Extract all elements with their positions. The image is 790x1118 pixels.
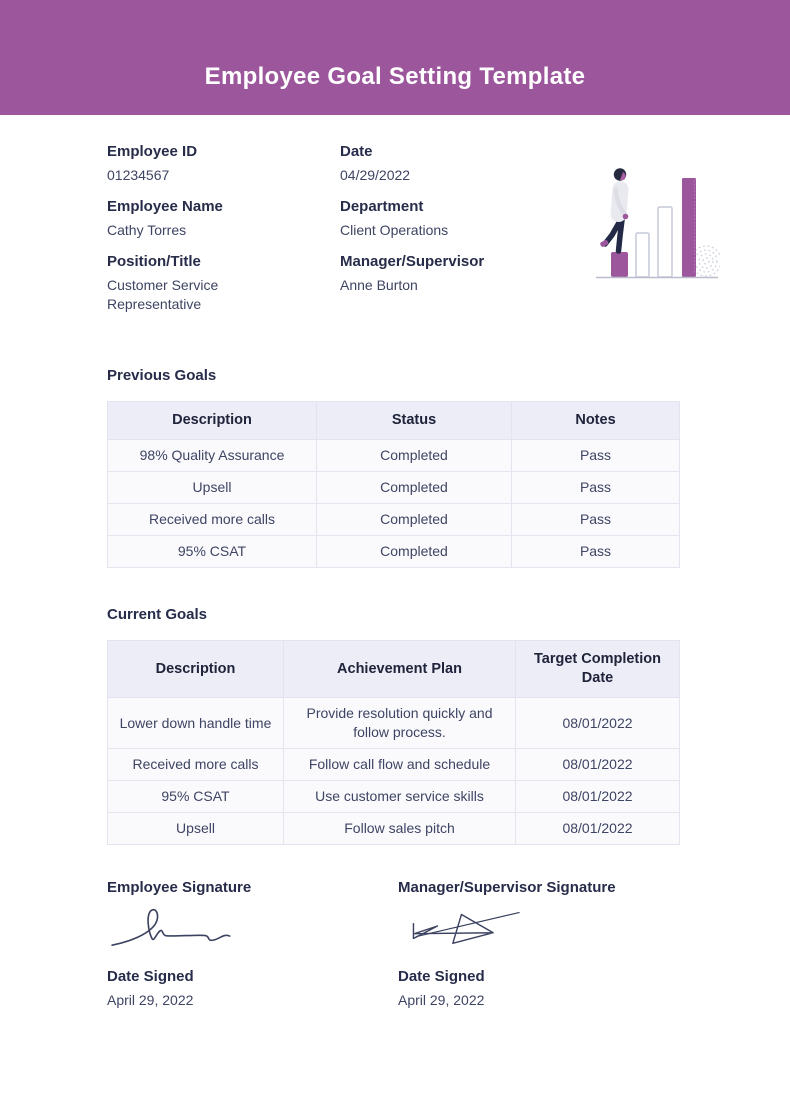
cell-status: Completed: [317, 440, 512, 472]
cell-notes: Pass: [512, 472, 680, 504]
manager-signature-block: [398, 879, 686, 1008]
date-signed-value: April 29, 2022: [398, 992, 485, 1008]
field-value: Client Operations: [340, 222, 449, 238]
field-label: Position/Title: [107, 253, 201, 270]
cell-description: Upsell: [108, 472, 317, 504]
column-header-notes: Notes: [512, 402, 680, 440]
field-label: Date: [340, 143, 373, 160]
manager-signature-image: [398, 902, 686, 950]
cell-achievement-plan: Follow sales pitch: [284, 813, 516, 845]
field-value: Cathy Torres: [107, 222, 187, 238]
table-row: [108, 749, 680, 781]
cell-description: 95% CSAT: [108, 536, 317, 568]
column-header-status: Status: [317, 402, 512, 440]
date-signed-label: Date Signed: [398, 968, 485, 985]
page-header: [0, 0, 790, 115]
cell-achievement-plan: Follow call flow and schedule: [284, 749, 516, 781]
cell-status: Completed: [317, 504, 512, 536]
cell-description: Received more calls: [108, 749, 284, 781]
column-header-achievement-plan: Achievement Plan: [284, 641, 516, 698]
field-value: Customer Service Representative: [107, 277, 219, 312]
signature-scribble-icon: [107, 902, 242, 950]
cell-target-date: 08/01/2022: [516, 813, 680, 845]
field-label: Department: [340, 198, 424, 215]
field-employee-id: [107, 143, 340, 185]
previous-goals-section: [107, 367, 686, 568]
page-title: Employee Goal Setting Template: [204, 62, 586, 90]
field-value: 01234567: [107, 167, 170, 183]
table-row: [108, 781, 680, 813]
previous-goals-table: [107, 401, 680, 568]
table-row: [108, 504, 680, 536]
field-date: [340, 143, 620, 185]
current-goals-table: [107, 640, 680, 845]
field-position-title: [107, 253, 340, 314]
employee-signature-label: Employee Signature: [107, 879, 252, 896]
info-column-left: [107, 143, 340, 327]
cell-status: Completed: [317, 472, 512, 504]
employee-signature-image: [107, 902, 398, 950]
signature-scribble-icon: [398, 902, 523, 950]
cell-achievement-plan: Use customer service skills: [284, 781, 516, 813]
cell-target-date: 08/01/2022: [516, 781, 680, 813]
cell-notes: Pass: [512, 440, 680, 472]
person-climbing-bar-chart-illustration: [590, 164, 720, 284]
date-signed-value: April 29, 2022: [107, 992, 194, 1008]
bar-chart-climb-icon: [590, 164, 720, 284]
info-column-right: [340, 143, 620, 327]
date-signed-label: Date Signed: [107, 968, 194, 985]
cell-notes: Pass: [512, 504, 680, 536]
employee-signature-block: [107, 879, 398, 1008]
table-row: [108, 813, 680, 845]
cell-notes: Pass: [512, 536, 680, 568]
previous-goals-heading: Previous Goals: [107, 367, 217, 384]
cell-achievement-plan: Provide resolution quickly and follow process.: [284, 698, 516, 749]
cell-target-date: 08/01/2022: [516, 749, 680, 781]
table-header-row: [108, 641, 680, 698]
table-row: [108, 472, 680, 504]
cell-description: 95% CSAT: [108, 781, 284, 813]
field-employee-name: [107, 198, 340, 240]
cell-description: 98% Quality Assurance: [108, 440, 317, 472]
cell-target-date: 08/01/2022: [516, 698, 680, 749]
current-goals-heading: Current Goals: [107, 606, 208, 623]
column-header-target-completion-date: Target Completion Date: [516, 641, 680, 698]
table-header-row: [108, 402, 680, 440]
column-header-description: Description: [108, 402, 317, 440]
signatures-section: [107, 879, 686, 1008]
field-value: 04/29/2022: [340, 167, 411, 183]
field-label: Employee ID: [107, 143, 198, 160]
table-row: [108, 440, 680, 472]
cell-status: Completed: [317, 536, 512, 568]
manager-signature-label: Manager/Supervisor Signature: [398, 879, 616, 896]
current-goals-section: [107, 606, 686, 845]
field-label: Manager/Supervisor: [340, 253, 485, 270]
cell-description: Received more calls: [108, 504, 317, 536]
field-label: Employee Name: [107, 198, 223, 215]
cell-description: Upsell: [108, 813, 284, 845]
cell-description: Lower down handle time: [108, 698, 284, 749]
field-department: [340, 198, 620, 240]
column-header-description: Description: [108, 641, 284, 698]
field-value: Anne Burton: [340, 277, 418, 293]
page-content: [0, 115, 686, 1008]
field-manager-supervisor: [340, 253, 620, 295]
table-row: [108, 536, 680, 568]
table-row: [108, 698, 680, 749]
